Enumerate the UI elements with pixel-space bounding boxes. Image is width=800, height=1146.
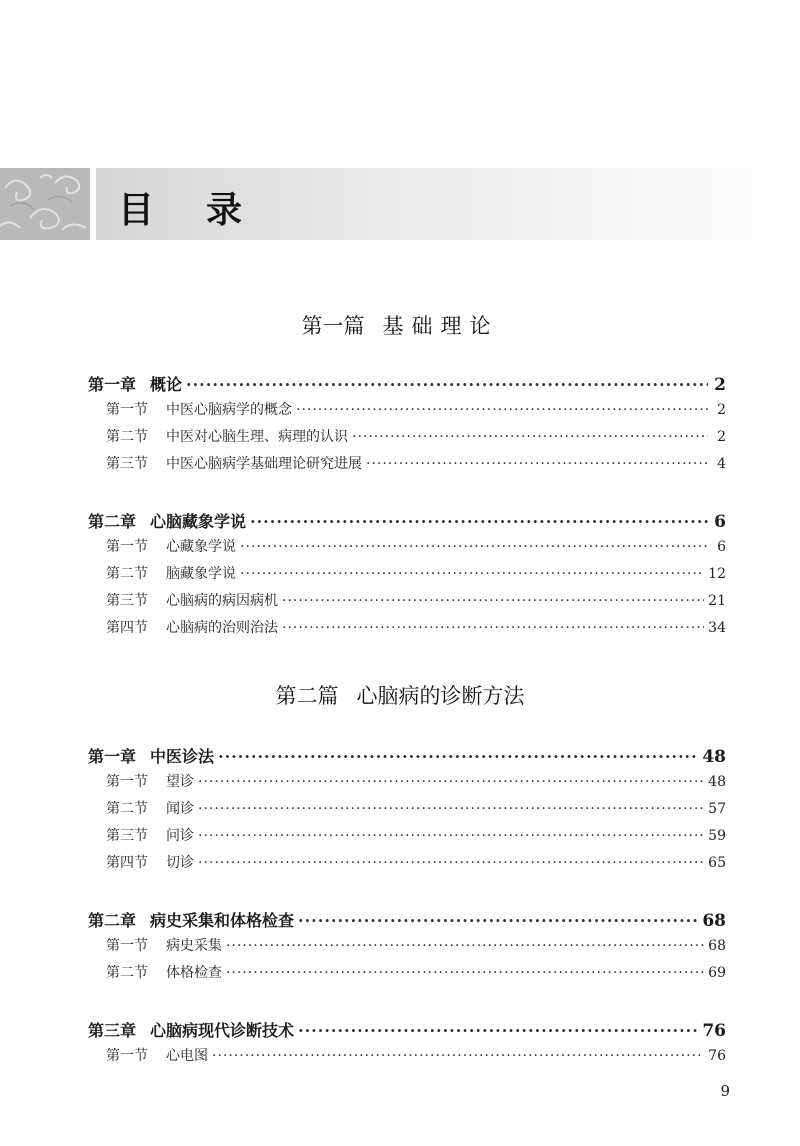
- toc-section[interactable]: [106, 590, 726, 610]
- section-label: 第四节: [106, 620, 148, 636]
- chapter-label: 第三章: [88, 1021, 137, 1040]
- section-page: 59: [708, 828, 726, 844]
- section-page: 65: [708, 855, 726, 871]
- chapter-label: 第一章: [88, 375, 137, 394]
- section-label: 第二节: [106, 429, 148, 445]
- part-title: [0, 310, 800, 340]
- chapter-title: 概论: [150, 375, 183, 394]
- dot-leader: [198, 855, 704, 871]
- dot-leader: [186, 375, 708, 394]
- section-page: 48: [708, 774, 726, 790]
- dot-leader: [198, 801, 704, 817]
- section-page: 4: [717, 456, 726, 472]
- section-title: 体格检查: [166, 965, 222, 981]
- toc-chapter[interactable]: [88, 1018, 726, 1040]
- section-label: 第一节: [106, 539, 148, 555]
- part-number: 第二篇: [275, 684, 339, 708]
- toc-section[interactable]: [106, 426, 726, 446]
- section-title: 中医心脑病学基础理论研究进展: [166, 456, 362, 472]
- part-number: 第一篇: [301, 314, 365, 338]
- toc-banner: [0, 168, 800, 240]
- dot-leader: [226, 965, 704, 981]
- dot-leader: [218, 747, 698, 766]
- dot-leader: [298, 911, 698, 930]
- dot-leader: [282, 593, 704, 609]
- section-title: 心电图: [166, 1048, 208, 1064]
- dot-leader: [282, 620, 704, 636]
- section-label: 第三节: [106, 593, 148, 609]
- dot-leader: [352, 429, 708, 445]
- dot-leader: [240, 566, 704, 582]
- toc-section[interactable]: [106, 852, 726, 872]
- section-page: 2: [717, 429, 726, 445]
- part-title: [0, 680, 800, 710]
- part-name: 心脑病的诊断方法: [356, 684, 525, 708]
- section-title: 心藏象学说: [166, 539, 236, 555]
- section-page: 2: [717, 402, 726, 418]
- toc-chapter[interactable]: [88, 908, 726, 930]
- section-label: 第二节: [106, 965, 148, 981]
- dot-leader: [240, 539, 708, 555]
- decorative-cloud-pattern: [0, 168, 90, 240]
- toc-chapter[interactable]: [88, 372, 726, 394]
- section-title: 闻诊: [166, 801, 194, 817]
- section-label: 第四节: [106, 855, 148, 871]
- page-number: 9: [720, 1082, 730, 1100]
- chapter-page: 6: [714, 512, 726, 531]
- toc-section[interactable]: [106, 617, 726, 637]
- toc-section[interactable]: [106, 1045, 726, 1065]
- dot-leader: [226, 938, 704, 954]
- section-page: 12: [708, 566, 726, 582]
- section-title: 病史采集: [166, 938, 222, 954]
- part-name: 基础理论: [382, 314, 499, 338]
- dot-leader: [212, 1048, 704, 1064]
- toc-section[interactable]: [106, 935, 726, 955]
- section-page: 34: [708, 620, 726, 636]
- section-label: 第三节: [106, 828, 148, 844]
- toc-section[interactable]: [106, 399, 726, 419]
- toc-section[interactable]: [106, 962, 726, 982]
- chapter-page: 68: [702, 911, 726, 930]
- dot-leader: [366, 456, 708, 472]
- toc-section[interactable]: [106, 563, 726, 583]
- chapter-label: 第二章: [88, 911, 137, 930]
- toc-chapter[interactable]: [88, 744, 726, 766]
- section-page: 57: [708, 801, 726, 817]
- section-page: 21: [708, 593, 726, 609]
- section-title: 中医心脑病学的概念: [166, 402, 292, 418]
- chapter-label: 第二章: [88, 512, 137, 531]
- section-page: 69: [708, 965, 726, 981]
- section-page: 6: [717, 539, 726, 555]
- section-title: 中医对心脑生理、病理的认识: [166, 429, 348, 445]
- section-label: 第一节: [106, 402, 148, 418]
- chapter-title: 心脑藏象学说: [150, 512, 247, 531]
- section-title: 望诊: [166, 774, 194, 790]
- chapter-label: 第一章: [88, 747, 137, 766]
- dot-leader: [198, 774, 704, 790]
- toc-section[interactable]: [106, 536, 726, 556]
- section-title: 切诊: [166, 855, 194, 871]
- dot-leader: [298, 1021, 698, 1040]
- section-title: 心脑病的治则治法: [166, 620, 278, 636]
- dot-leader: [250, 512, 708, 531]
- chapter-title: 心脑病现代诊断技术: [150, 1021, 295, 1040]
- section-label: 第一节: [106, 774, 148, 790]
- section-title: 问诊: [166, 828, 194, 844]
- chapter-page: 2: [714, 375, 726, 394]
- toc-section[interactable]: [106, 453, 726, 473]
- section-title: 心脑病的病因病机: [166, 593, 278, 609]
- section-page: 68: [708, 938, 726, 954]
- chapter-title: 中医诊法: [150, 747, 215, 766]
- dot-leader: [198, 828, 704, 844]
- toc-section[interactable]: [106, 798, 726, 818]
- section-label: 第二节: [106, 801, 148, 817]
- toc-chapter[interactable]: [88, 509, 726, 531]
- dot-leader: [296, 402, 708, 418]
- section-label: 第一节: [106, 938, 148, 954]
- toc-section[interactable]: [106, 825, 726, 845]
- section-page: 76: [708, 1048, 726, 1064]
- toc-section[interactable]: [106, 771, 726, 791]
- section-title: 脑藏象学说: [166, 566, 236, 582]
- section-label: 第二节: [106, 566, 148, 582]
- page-title: 目录: [118, 190, 295, 231]
- chapter-title: 病史采集和体格检查: [150, 911, 295, 930]
- section-label: 第三节: [106, 456, 148, 472]
- chapter-page: 48: [702, 747, 726, 766]
- section-label: 第一节: [106, 1048, 148, 1064]
- chapter-page: 76: [702, 1021, 726, 1040]
